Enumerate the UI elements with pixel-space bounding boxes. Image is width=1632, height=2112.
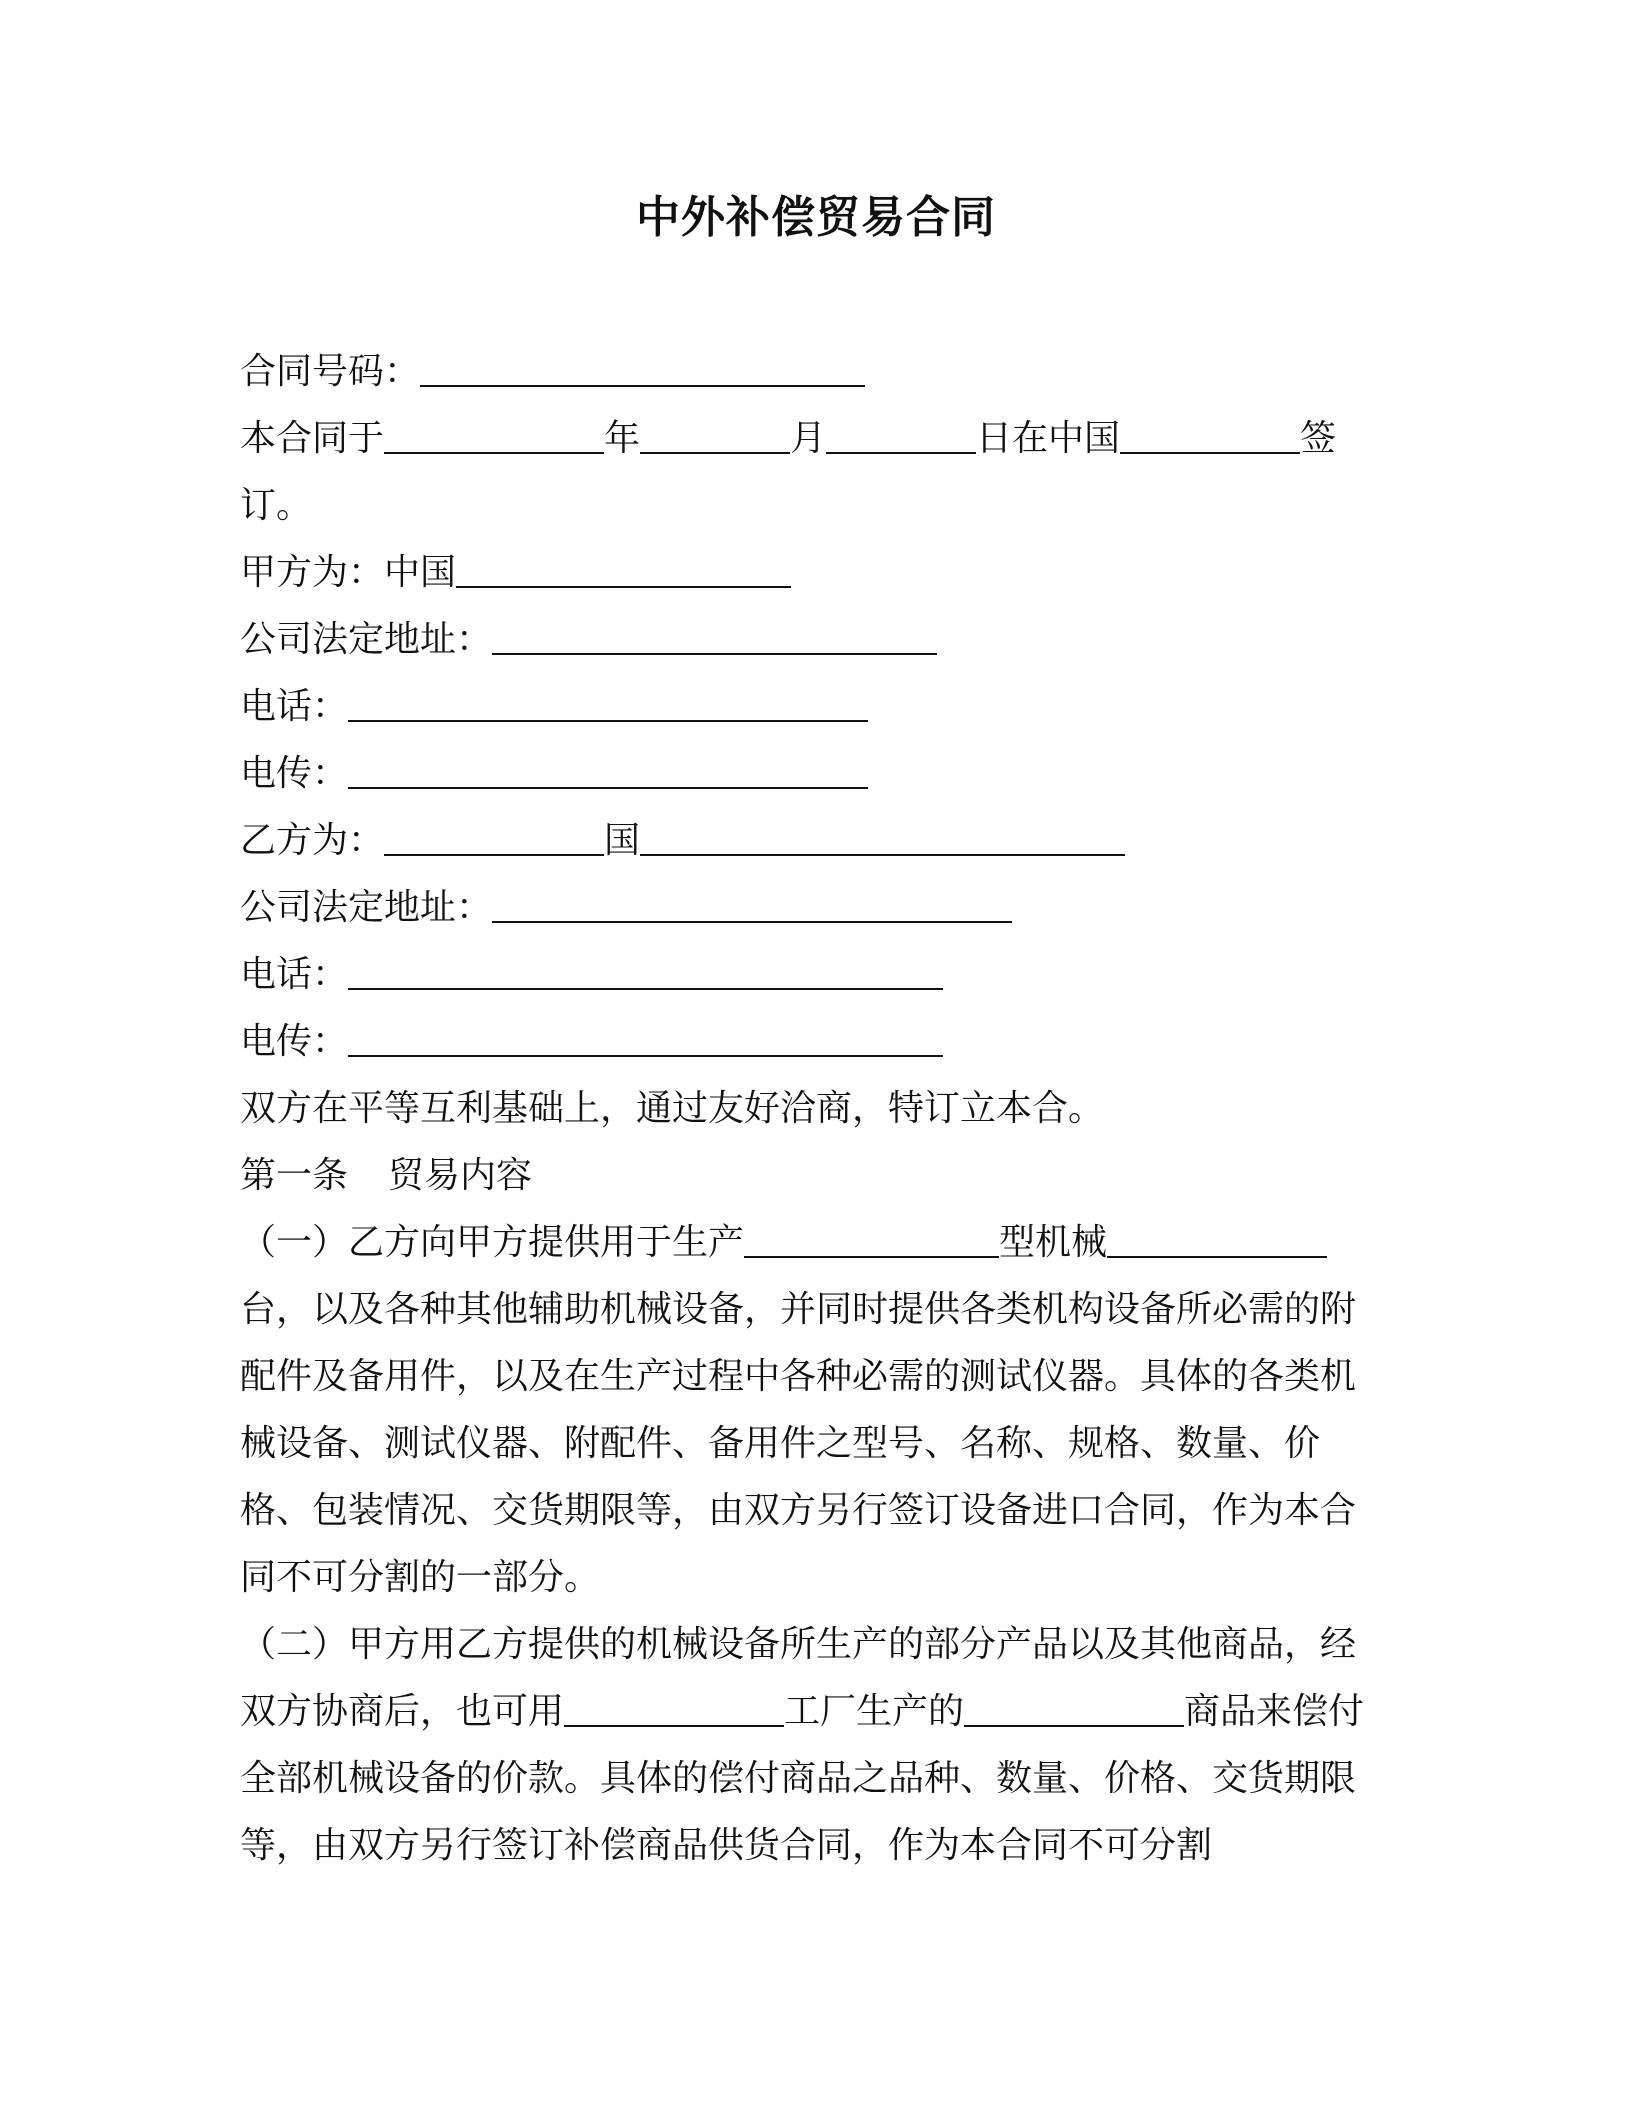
item-2-goods-blank[interactable] [964,1689,1184,1727]
party-b-phone-label: 电话： [240,954,349,995]
party-b-country-label: 国 [604,820,641,861]
party-b-phone-blank[interactable] [348,952,943,990]
item-2-goods-label: 商品来 [1184,1691,1293,1732]
signing-end-line [240,472,1380,539]
party-b-fax-blank[interactable] [348,1019,943,1057]
party-a-name-blank[interactable] [456,550,791,588]
signing-signed-label: 签 [1300,418,1337,459]
item-1-rest: 台，以及各种其他辅助机械设备，并同时提供各类机构设备所必需的附配件及备用件，以及在生产过程中各种必需的测试仪器。具体的各类机械设备、测试仪器、附配件、备用件之型号、名称、规格、数量、价格、包装情况、交货期限等，由双方另行签订设备进口合同，作为本合同不可分割的一部分。 [240,1289,1357,1598]
article-1-title: 贸易内容 [388,1155,533,1196]
party-b-address-label: 公司法定地址： [240,887,493,928]
party-a-fax-blank[interactable] [348,751,868,789]
signing-date-line [240,405,1380,472]
signing-place-blank[interactable] [1120,416,1300,454]
party-a-fax-label: 电传： [240,753,349,794]
document-title: 中外补偿贸易合同 [636,192,996,243]
party-a-line [240,539,1380,606]
preamble-line [240,1075,1380,1142]
party-a-fax-line [240,740,1380,807]
item-1-product-blank[interactable] [744,1220,999,1258]
party-b-name-blank[interactable] [640,818,1125,856]
preamble-text: 双方在平等互利基础上，通过友好洽商，特订立本合。 [240,1088,1105,1129]
item-2-prefix: （二）甲方用乙方提供的机械设备所生产的部分产品以及其他商品，经双方协商后，也可用 [240,1624,1357,1732]
party-b-fax-label: 电传： [240,1021,349,1062]
party-a-address-blank[interactable] [492,617,937,655]
party-b-label: 乙方为： [240,820,385,861]
article-1-number: 第一条 [240,1155,349,1196]
party-b-fax-line [240,1008,1380,1075]
item-2-factory-blank[interactable] [564,1689,784,1727]
signing-month-label: 月 [790,418,827,459]
item-2-rest: 偿付全部机械设备的价款。具体的偿付商品之品种、数量、价格、交货期限等，由双方另行签订补偿商品供货合同，作为本合同不可分割 [240,1691,1365,1866]
party-b-line [240,807,1380,874]
party-b-address-blank[interactable] [492,885,1012,923]
signing-month-blank[interactable] [640,416,790,454]
party-a-phone-label: 电话： [240,686,349,727]
signing-end-text: 订。 [240,485,313,526]
article-1-item-1 [240,1209,1380,1611]
party-a-label: 甲方为：中国 [240,552,457,593]
contract-number-blank[interactable] [420,349,865,387]
signing-day-place-label: 日在中国 [976,418,1121,459]
party-a-address-line [240,606,1380,673]
contract-number-label: 合同号码： [240,351,421,392]
item-1-quantity-blank[interactable] [1107,1220,1327,1258]
article-1-heading [240,1142,1380,1209]
article-1-item-2 [240,1611,1380,1879]
party-a-phone-line [240,673,1380,740]
signing-day-blank[interactable] [826,416,976,454]
item-1-model-label: 型机械 [999,1222,1108,1263]
signing-year-blank[interactable] [384,416,604,454]
signing-prefix: 本合同于 [240,418,385,459]
document-body [240,338,1380,1879]
item-2-factory-label: 工厂生产的 [784,1691,965,1732]
party-b-phone-line [240,941,1380,1008]
party-b-address-line [240,874,1380,941]
party-a-address-label: 公司法定地址： [240,619,493,660]
party-a-phone-blank[interactable] [348,684,868,722]
party-b-country-blank[interactable] [384,818,604,856]
item-1-prefix: （一）乙方向甲方提供用于生产 [240,1222,745,1263]
signing-year-label: 年 [604,418,641,459]
contract-number-line [240,338,1380,405]
